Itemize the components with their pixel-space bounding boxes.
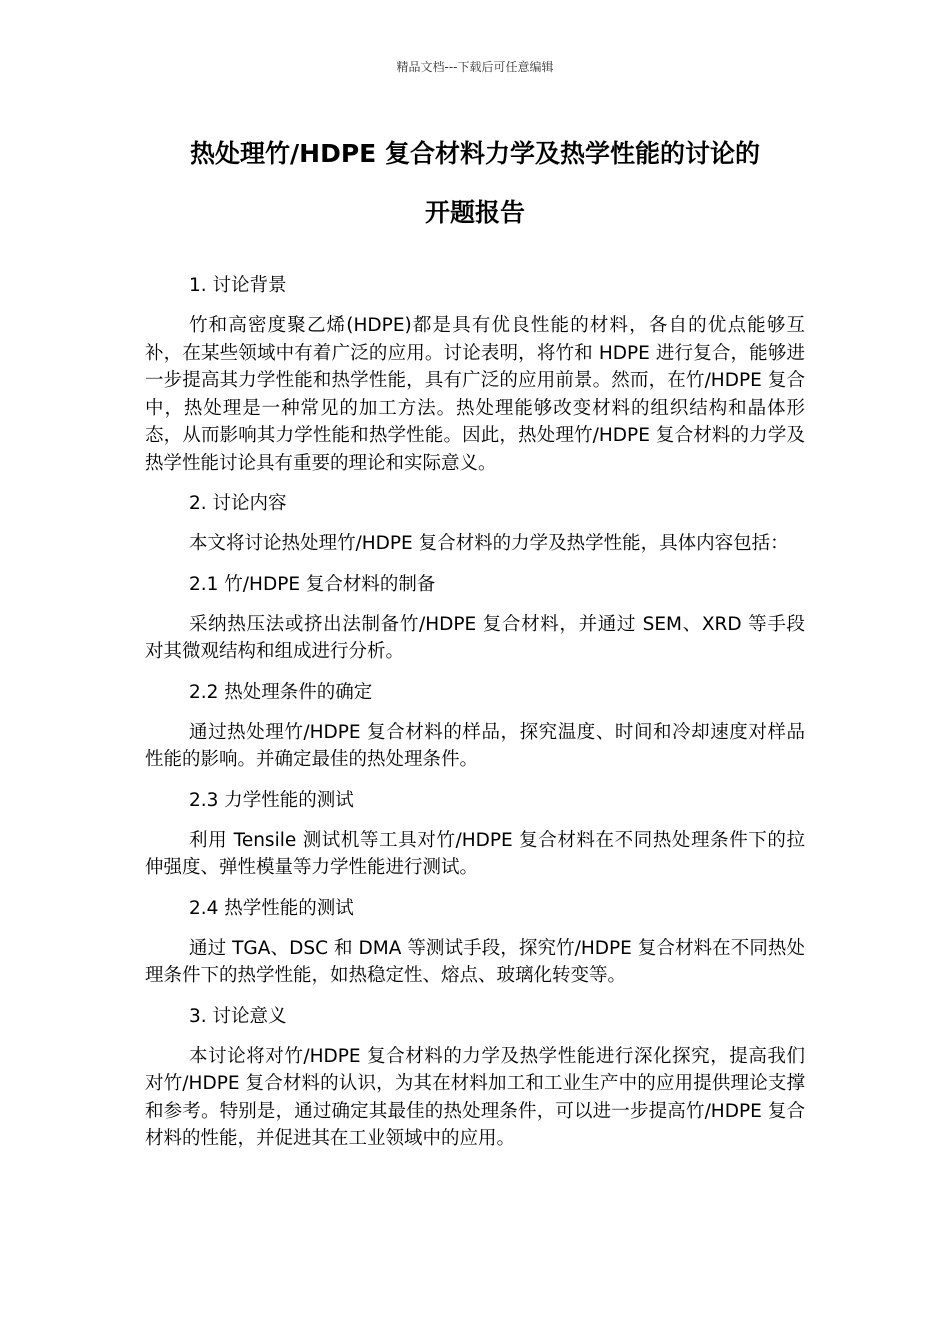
section-heading-content: 2. 讨论内容 [189, 493, 287, 514]
subsection-paragraph-mechanical-testing: 利用 Tensile 测试机等工具对竹/HDPE 复合材料在不同热处理条件下的拉伸强度、弹性模量等力学性能进行测试。 [145, 829, 805, 878]
subsection-heading-preparation: 2.1 竹/HDPE 复合材料的制备 [189, 573, 436, 595]
document-body [145, 270, 805, 1164]
document-title-line-2: 开题报告 [424, 198, 525, 227]
subsection-heading-heat-treatment: 2.2 热处理条件的确定 [189, 681, 373, 703]
section-heading-background: 1. 讨论背景 [189, 275, 287, 296]
page-header-note: 精品文档---下载后可任意编辑 [396, 60, 554, 74]
subsection-paragraph-preparation: 采纳热压法或挤出法制备竹/HDPE 复合材料，并通过 SEM、XRD 等手段对其微观结构和组成进行分析。 [145, 613, 805, 662]
subsection-paragraph-heat-treatment: 通过热处理竹/HDPE 复合材料的样品，探究温度、时间和冷却速度对样品性能的影响。并确定最佳的热处理条件。 [145, 721, 805, 770]
section-paragraph-background: 竹和高密度聚乙烯(HDPE)都是具有优良性能的材料，各自的优点能够互补，在某些领域中有着广泛的应用。讨论表明，将竹和 HDPE 进行复合，能够进一步提高其力学性能和热学性能，具有广泛的应用前景。然而，在竹/HDPE 复合中，热处理是一种常见的加工方法。热处理能够改变材料的组织结构和晶体形态，从而影响其力学性能和热学性能。因此，热处理竹/HDPE 复合材料的力学及热学性能讨论具有重要的理论和实际意义。 [145, 315, 805, 474]
subsection-heading-mechanical-testing: 2.3 力学性能的测试 [189, 789, 354, 811]
document-title-line-1: 热处理竹/HDPE 复合材料力学及热学性能的讨论的 [190, 139, 760, 168]
section-paragraph-significance: 本讨论将对竹/HDPE 复合材料的力学及热学性能进行深化探究，提高我们对竹/HDPE 复合材料的认识，为其在材料加工和工业生产中的应用提供理论支撑和参考。特别是，通过确定其最佳的热处理条件，可以进一步提高竹/HDPE 复合材料的性能，并促进其在工业领域中的应用。 [145, 1045, 805, 1149]
section-heading-significance: 3. 讨论意义 [189, 1005, 287, 1027]
subsection-paragraph-thermal-testing: 通过 TGA、DSC 和 DMA 等测试手段，探究竹/HDPE 复合材料在不同热处理条件下的热学性能，如热稳定性、熔点、玻璃化转变等。 [145, 937, 805, 986]
subsection-heading-thermal-testing: 2.4 热学性能的测试 [189, 897, 354, 919]
section-paragraph-content: 本文将讨论热处理竹/HDPE 复合材料的力学及热学性能，具体内容包括： [189, 533, 789, 554]
